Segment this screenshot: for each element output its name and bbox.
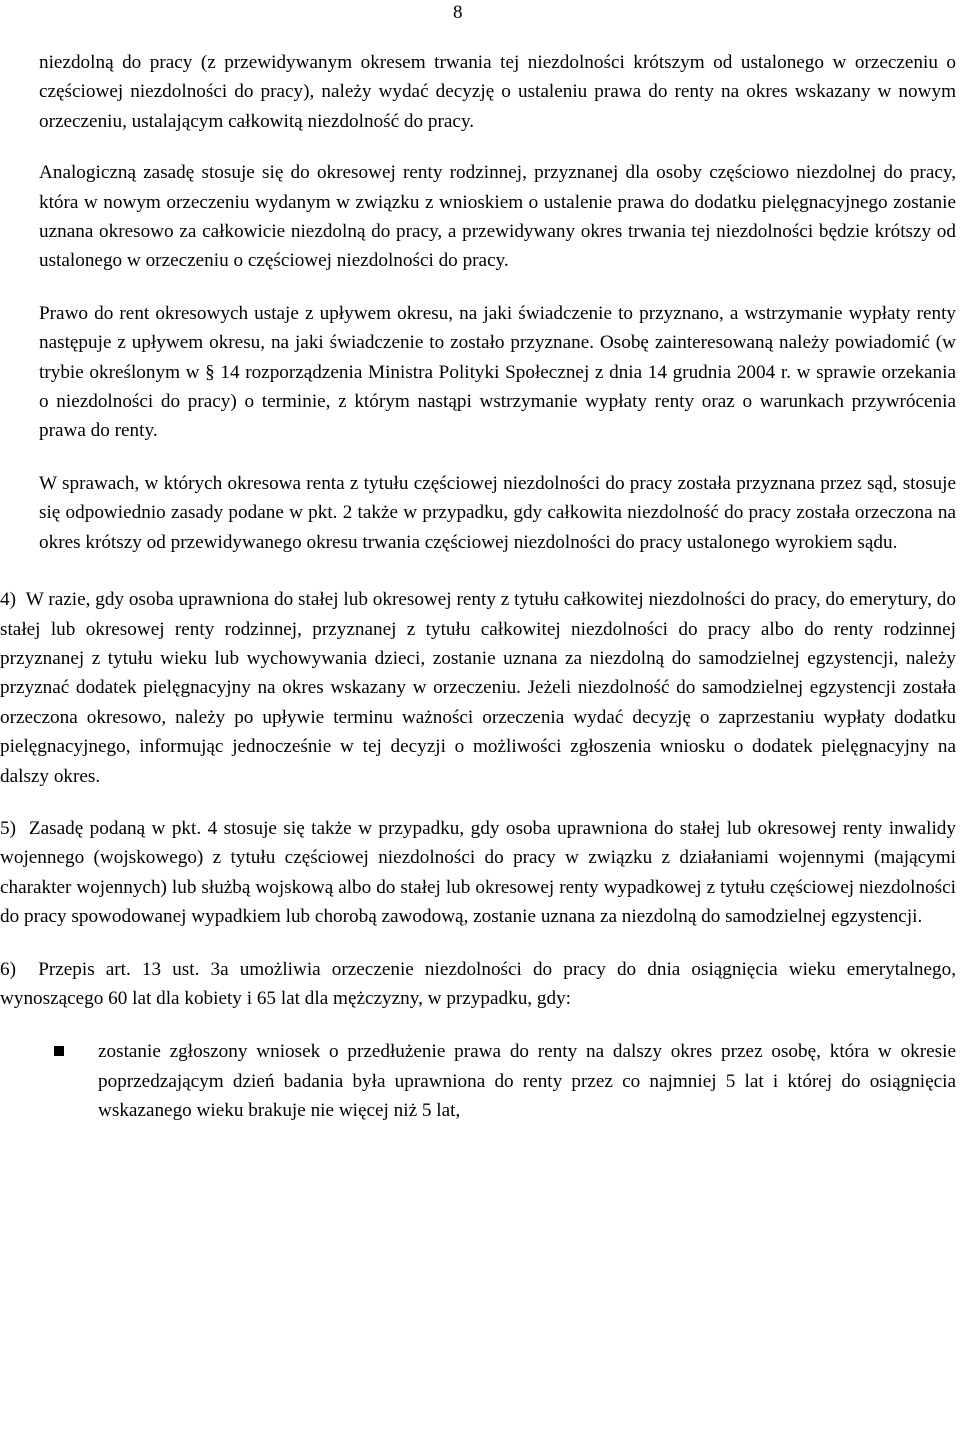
item-text: Przepis art. 13 ust. 3a umożliwia orzeczenie niezdolności do pracy do dnia osiągnięcia wieku emerytalnego, wynoszącego 60 lat dla kobiety i 65 lat dla mężczyzny, w przypadku, gdy:	[0, 958, 956, 1009]
document-body	[0, 48, 956, 1126]
item-marker: 5)	[0, 817, 16, 839]
bullet-item	[98, 1037, 956, 1125]
paragraph: niezdolną do pracy (z przewidywanym okresem trwania tej niezdolności krótszym od ustalonego w orzeczeniu o częściowej niezdolności do pracy), należy wydać decyzję o ustaleniu prawa do renty na okres wskazany w nowym orzeczeniu, ustalającym całkowitą niezdolność do pracy.	[39, 52, 956, 132]
numbered-item-5	[0, 814, 956, 932]
bullet-text: zostanie zgłoszony wniosek o przedłużenie prawa do renty na dalszy okres przez osobę, która w okresie poprzedzającym dzień badania była uprawniona do renty przez co najmniej 5 lat i której do osiągnięcia wskazanego wieku brakuje nie więcej niż 5 lat,	[98, 1041, 956, 1122]
paragraph: Analogiczną zasadę stosuje się do okresowej renty rodzinnej, przyznanej dla osoby częściowo niezdolnej do pracy, która w nowym orzeczeniu wydanym w związku z wnioskiem o ustalenie prawa do dodatku pielęgnacyjnego zostanie uznana okresowo za całkowicie niezdolną do pracy, a przewidywany okres trwania tej niezdolności będzie krótszy od ustalonego w orzeczeniu o częściowej niezdolności do pracy.	[39, 162, 956, 272]
square-bullet-icon	[54, 1046, 64, 1056]
item-text: Zasadę podaną w pkt. 4 stosuje się także w przypadku, gdy osoba uprawniona do stałej lub okresowej renty inwalidy wojennego (wojskowego) z tytułu częściowej niezdolności do pracy w związku z działaniami wojennymi (mającymi charakter wojennych) lub służbą wojskową albo do stałej lub okresowej renty wypadkowej z tytułu częściowej niezdolności do pracy spowodowanej wypadkiem lub chorobą zawodową, zostanie uznana za niezdolną do samodzielnej egzystencji.	[0, 817, 956, 928]
item-text: W razie, gdy osoba uprawniona do stałej lub okresowej renty z tytułu całkowitej niezdolności do pracy, do emerytury, do stałej lub okresowej renty rodzinnej, przyznanej z tytułu całkowitej niezdolności do pracy albo do renty rodzinnej przyznanej z tytułu wieku lub wychowywania dzieci, zostanie uznana za niezdolną do samodzielnej egzystencji, należy przyznać dodatek pielęgnacyjny na okres wskazany w orzeczeniu. Jeżeli niezdolność do samodzielnej egzystencji została orzeczona okresowo, należy po upływie terminu ważności orzeczenia wydać decyzję o zaprzestaniu wypłaty dodatku pielęgnacyjnego, informując jednocześnie w tej decyzji o możliwości zgłoszenia wniosku o dodatek pielęgnacyjny na dalszy okres.	[0, 589, 956, 787]
paragraph: Prawo do rent okresowych ustaje z upływem okresu, na jaki świadczenie to przyznano, a wstrzymanie wypłaty renty następuje z upływem okresu, na jaki świadczenie to zostało przyznane. Osobę zainteresowaną należy powiadomić (w trybie określonym w § 14 rozporządzenia Ministra Polityki Społecznej z dnia 14 grudnia 2004 r. w sprawie orzekania o niezdolności do pracy) o terminie, z którym nastąpi wstrzymanie wypłaty renty oraz o warunkach przywrócenia prawa do renty.	[39, 302, 956, 442]
paragraph: W sprawach, w których okresowa renta z tytułu częściowej niezdolności do pracy została przyznana przez sąd, stosuje się odpowiednio zasady podane w pkt. 2 także w przypadku, gdy całkowita niezdolność do pracy została orzeczona na okres krótszy od przewidywanego okresu trwania częściowej niezdolności do pracy ustalonego wyrokiem sądu.	[39, 472, 956, 553]
item-marker: 4)	[0, 589, 16, 611]
page-number: 8	[453, 2, 463, 23]
item-marker: 6)	[0, 958, 16, 980]
numbered-item-6	[0, 955, 956, 1014]
numbered-item-4	[0, 585, 956, 791]
